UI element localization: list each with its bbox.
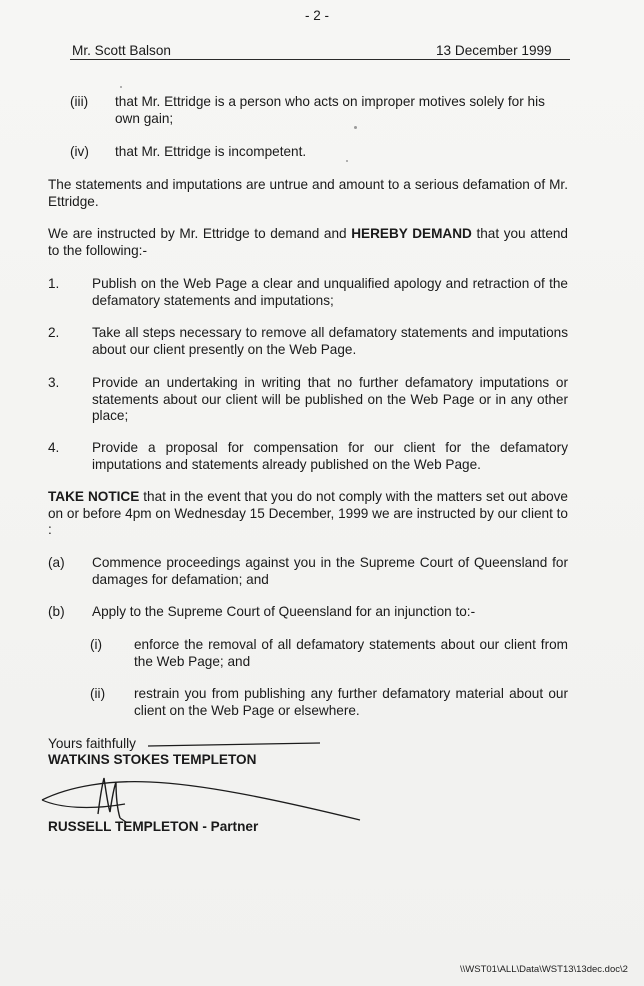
header-rule (70, 59, 570, 60)
firm-name: WATKINS STOKES TEMPLETON (48, 752, 257, 767)
numbered-item-text: Take all steps necessary to remove all defamatory statements and imputations about our client presently on the Web Page. (92, 325, 568, 357)
numbered-item-text: Publish on the Web Page a clear and unqualified apology and retraction of the defamatory statements and imputations; (92, 276, 568, 308)
numbered-item-label: 1. (48, 276, 60, 291)
sub-item-text: restrain you from publishing any further defamatory material about our client on the Web Page or elsewhere. (134, 686, 568, 718)
roman-item-label: (iv) (70, 144, 89, 159)
document-path: \\WST01\ALL\Data\WST13\13dec.doc\2 (460, 964, 628, 975)
scan-speck (346, 160, 348, 162)
salutation: Yours faithfully (48, 736, 136, 751)
lettered-item-label: (a) (48, 555, 65, 570)
lettered-item-text: Commence proceedings against you in the Supreme Court of Queensland for damages for defamation; and (92, 555, 568, 587)
recipient-name: Mr. Scott Balson (72, 43, 171, 58)
sub-item-label: (i) (90, 637, 103, 652)
sub-item-label: (ii) (90, 686, 106, 701)
signature-graphic (30, 738, 370, 828)
lettered-item-text: Apply to the Supreme Court of Queensland for an injunction to:- (92, 604, 476, 619)
statement-paragraph: The statements and imputations are untrue and amount to a serious defamation of Mr. Ettridge. (48, 177, 568, 209)
scan-speck (354, 126, 357, 129)
page-number: - 2 - (305, 8, 330, 23)
numbered-item-text: Provide an undertaking in writing that no further defamatory imputations or statements about our client will be published on the Web Page or in any other place; (92, 375, 568, 423)
numbered-item-label: 3. (48, 375, 60, 390)
numbered-item-text: Provide a proposal for compensation for our client for the defamatory imputations and statements already published on the Web Page. (92, 440, 568, 472)
signatory-role: - Partner (198, 819, 259, 834)
numbered-item-label: 4. (48, 440, 60, 455)
demand-bold: HEREBY DEMAND (351, 226, 472, 241)
signatory-line (48, 819, 258, 836)
take-notice-paragraph (48, 489, 568, 539)
roman-item-label: (iii) (70, 94, 89, 109)
take-notice-bold: TAKE NOTICE (48, 489, 140, 504)
roman-item-text: that Mr. Ettridge is a person who acts on improper motives solely for his own gain; (115, 94, 545, 126)
numbered-item-label: 2. (48, 325, 60, 340)
roman-item-text: that Mr. Ettridge is incompetent. (115, 144, 307, 159)
letter-date: 13 December 1999 (436, 43, 552, 58)
scan-speck (120, 86, 122, 88)
signatory-name: RUSSELL TEMPLETON (48, 819, 199, 834)
lettered-item-label: (b) (48, 604, 65, 619)
demand-text-after: that you attend to the following:- (48, 226, 568, 258)
sub-item-text: enforce the removal of all defamatory statements about our client from the Web Page; and (134, 637, 568, 669)
demand-text-before: We are instructed by Mr. Ettridge to demand and (48, 226, 352, 241)
demand-paragraph (48, 226, 568, 259)
take-notice-text: that in the event that you do not comply with the matters set out above on or before 4pm on Wednesday 15 December, 1999 we are instructed by our client to : (48, 489, 568, 537)
